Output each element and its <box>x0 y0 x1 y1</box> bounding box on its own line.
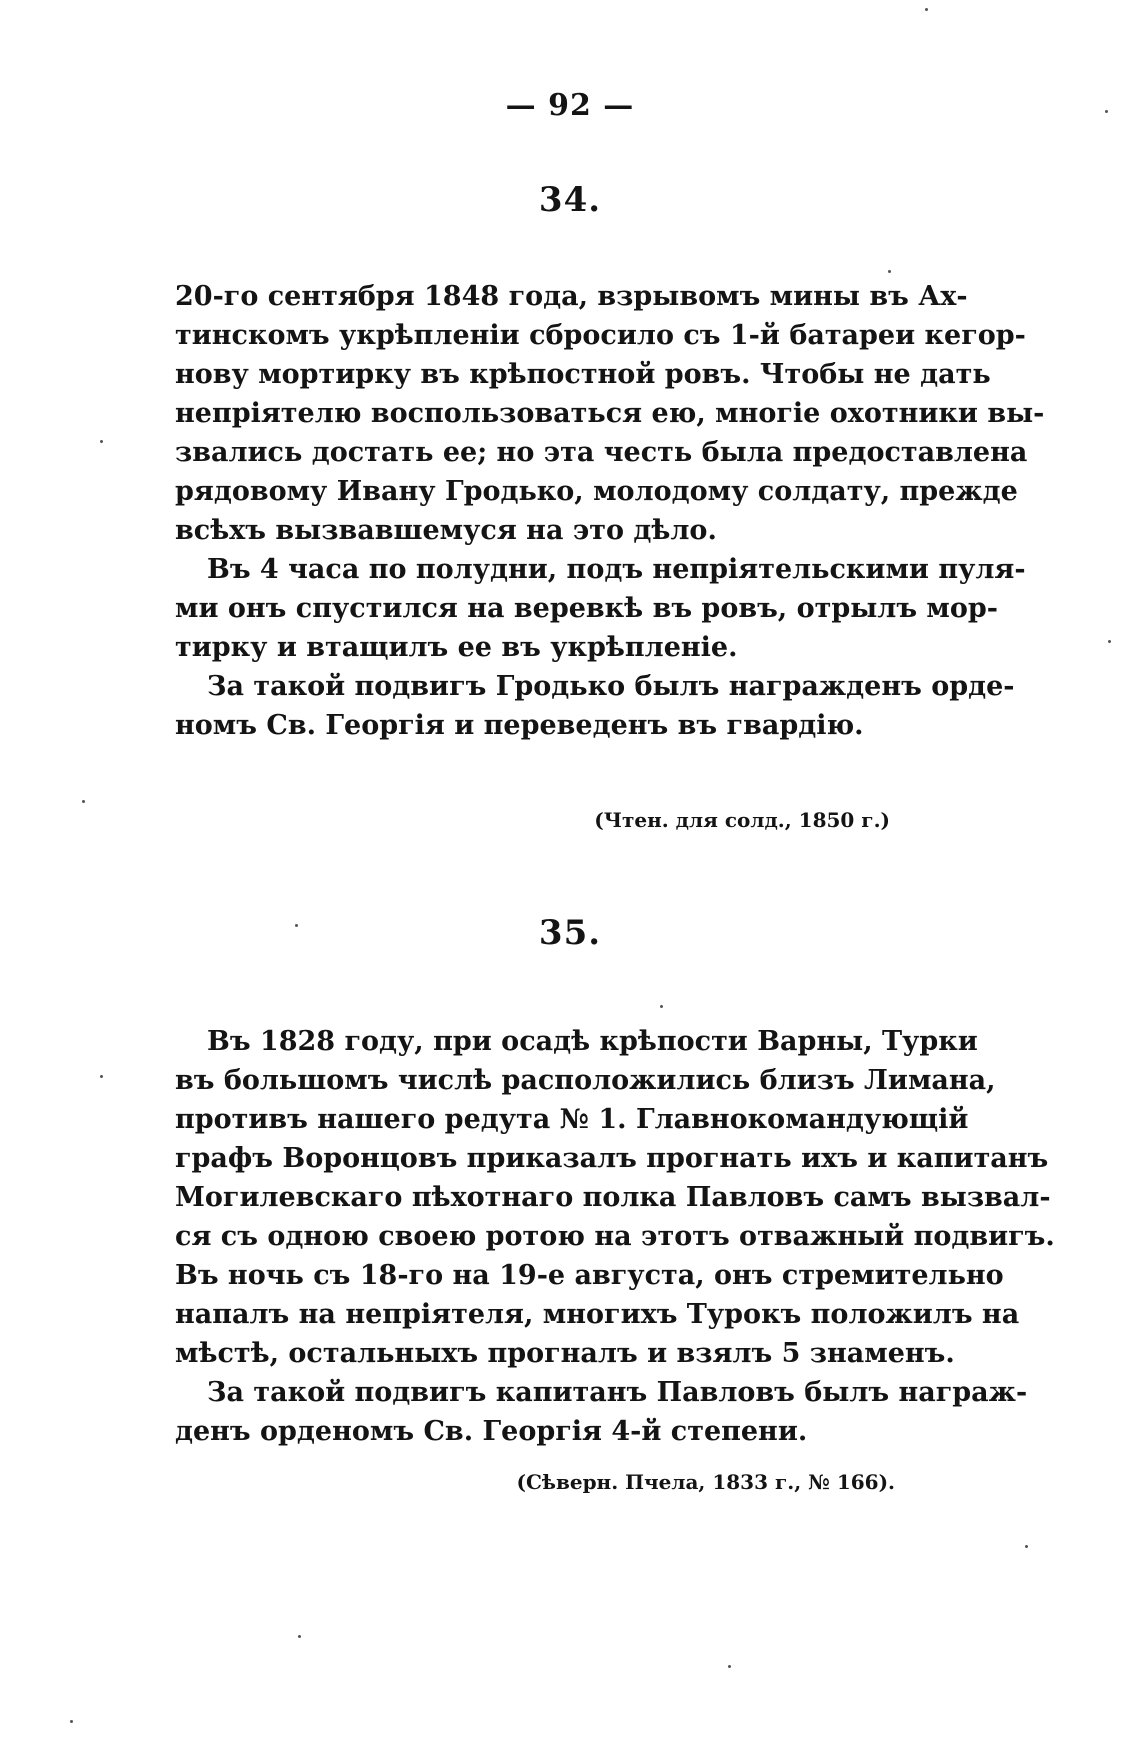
text-line: всѣхъ вызвавшемуся на это дѣло. <box>175 515 717 546</box>
text-line: Могилевскаго пѣхотнаго полка Павловъ самъ вызвал- <box>175 1182 1051 1213</box>
scan-speck <box>1025 1545 1028 1548</box>
text-line: въ большомъ числѣ расположились близъ Лимана, <box>175 1065 996 1096</box>
story-34-paragraph-1 <box>175 277 1045 550</box>
story-35-paragraph-2 <box>175 1373 1028 1451</box>
text-line: графъ Воронцовъ приказалъ прогнать ихъ и капитанъ <box>175 1143 1049 1174</box>
scan-speck <box>660 1005 663 1008</box>
story-34-text <box>175 277 1045 745</box>
text-line: звались достать ее; но эта честь была предоставлена <box>175 437 1028 468</box>
text-line: денъ орденомъ Св. Георгія 4-й степени. <box>175 1416 808 1447</box>
scan-speck <box>925 8 928 11</box>
story-35-heading: 35. <box>538 913 602 953</box>
story-35-paragraph-1 <box>175 1022 1055 1373</box>
scan-speck <box>1105 110 1108 113</box>
scan-speck <box>1108 640 1111 643</box>
scan-speck <box>70 1720 73 1723</box>
story-35-text <box>175 1022 1055 1451</box>
text-line: 20-го сентября 1848 года, взрывомъ мины въ Ах- <box>175 281 968 312</box>
page-number: — 92 — <box>505 88 635 123</box>
scan-speck <box>295 924 298 927</box>
scan-speck <box>100 1075 103 1078</box>
scan-speck <box>728 1665 731 1668</box>
text-line: Въ 1828 году, при осадѣ крѣпости Варны, Турки <box>207 1026 978 1057</box>
text-line: Въ 4 часа по полудни, подъ непріятельскими пуля- <box>207 554 1026 585</box>
text-line: непріятелю воспользоваться ею, многіе охотники вы- <box>175 398 1045 429</box>
text-line: Въ ночь съ 18-го на 19-е августа, онъ стремительно <box>175 1260 1004 1291</box>
story-34-paragraph-3 <box>175 667 1015 745</box>
text-line: тинскомъ укрѣпленіи сбросило съ 1-й батареи кегор- <box>175 320 1026 351</box>
text-line: тирку и втащилъ ее въ укрѣпленіе. <box>175 632 738 663</box>
story-34-source: (Чтен. для солд., 1850 г.) <box>594 808 890 832</box>
scan-speck <box>82 800 85 803</box>
story-34-heading: 34. <box>538 180 602 220</box>
text-line: мѣстѣ, остальныхъ прогналъ и взялъ 5 знаменъ. <box>175 1338 955 1369</box>
text-line: номъ Св. Георгія и переведенъ въ гвардію. <box>175 710 864 741</box>
text-line: ми онъ спустился на веревкѣ въ ровъ, отрылъ мор- <box>175 593 998 624</box>
scan-speck <box>298 1635 301 1638</box>
story-35-source: (Сѣверн. Пчела, 1833 г., № 166). <box>516 1470 895 1494</box>
text-line: ся съ одною своею ротою на этотъ отважный подвигъ. <box>175 1221 1055 1252</box>
scan-speck <box>100 440 103 443</box>
text-line: За такой подвигъ капитанъ Павловъ былъ награж- <box>207 1377 1028 1408</box>
scan-speck <box>888 270 891 273</box>
text-line: противъ нашего редута № 1. Главнокомандующій <box>175 1104 969 1135</box>
text-line: рядовому Ивану Гродько, молодому солдату, прежде <box>175 476 1018 507</box>
text-line: нову мортирку въ крѣпостной ровъ. Чтобы не дать <box>175 359 991 390</box>
story-34-paragraph-2 <box>175 550 1026 667</box>
text-line: напалъ на непріятеля, многихъ Турокъ положилъ на <box>175 1299 1020 1330</box>
text-line: За такой подвигъ Гродько былъ награжденъ орде- <box>207 671 1015 702</box>
